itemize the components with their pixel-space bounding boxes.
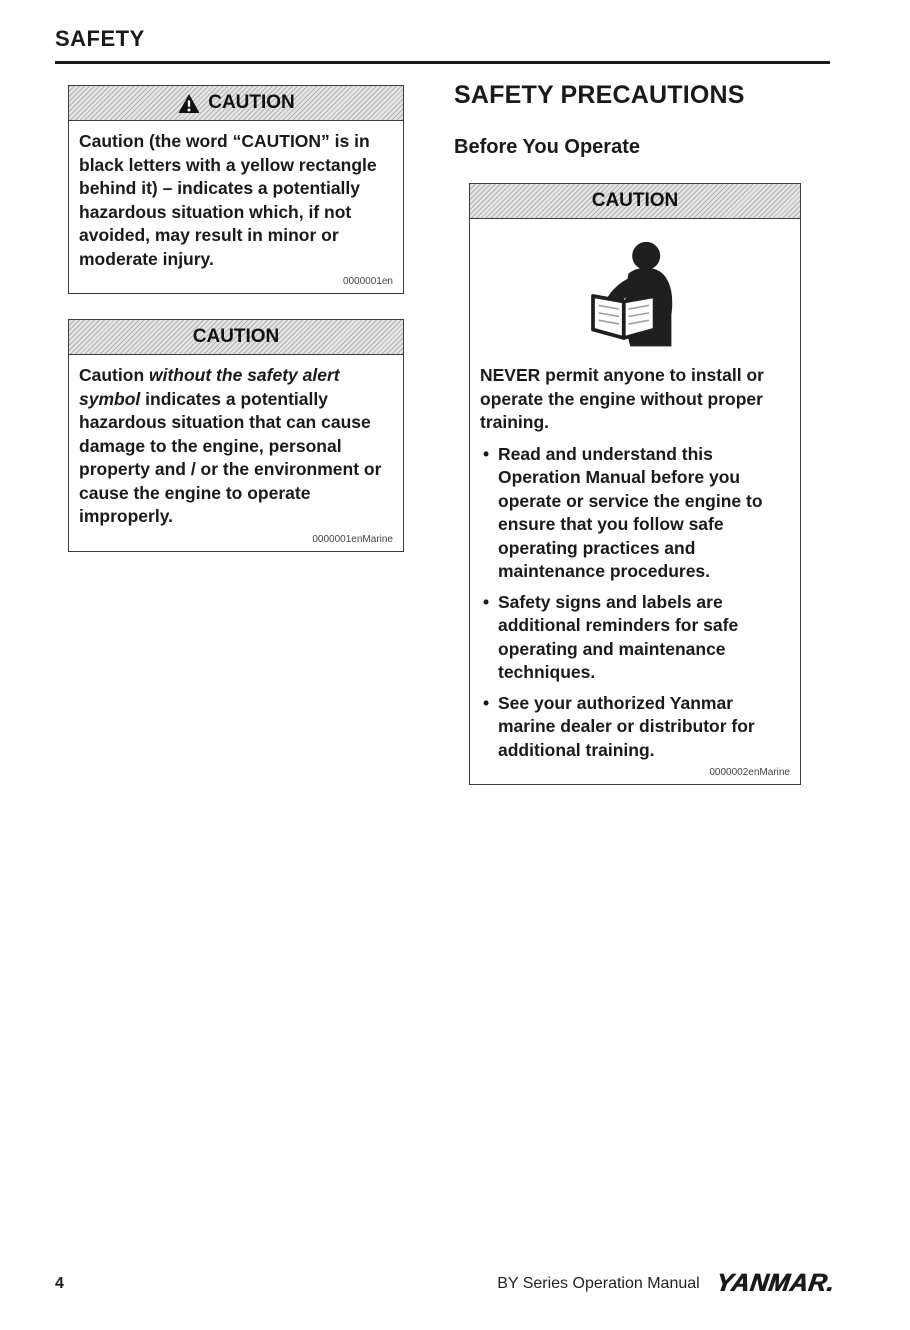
footer-right [497, 1269, 837, 1298]
caution-body [69, 355, 403, 551]
reference-code: 0000002enMarine [709, 767, 790, 778]
caution-header [69, 86, 403, 121]
right-column [454, 81, 804, 785]
caution-box-no-symbol [68, 319, 404, 552]
yanmar-logo: YANMAR. [713, 1269, 837, 1297]
manual-title: BY Series Operation Manual [497, 1274, 700, 1292]
caution-header-label: CAUTION [591, 190, 679, 211]
warning-triangle-icon [177, 93, 201, 114]
page-number: 4 [55, 1274, 64, 1292]
person-reading-manual-icon [480, 240, 790, 352]
caution-bullet-list [480, 443, 790, 763]
caution-header-label: CAUTION [192, 326, 280, 347]
caution-header [69, 320, 403, 355]
caution-body [470, 219, 800, 784]
header-rule [55, 61, 830, 64]
bullet-item: • Safety signs and labels are additional reminders for safe operating and maintenance techniques. [480, 591, 790, 685]
caution-text-suffix: indicates a potentially hazardous situation that can cause damage to the engine, personal property and / or the environment or cause the engine to operate improperly. [79, 388, 382, 526]
left-column [55, 85, 404, 785]
page-footer [55, 1269, 837, 1298]
two-column-layout [55, 81, 855, 785]
bullet-item: • Read and understand this Operation Manual before you operate or service the engine to ensure that you follow safe operating practices and maintenance procedures. [480, 443, 790, 584]
caution-text [79, 364, 393, 529]
reference-code: 0000001en [342, 276, 393, 287]
caution-text: Caution (the word “CAUTION” is in black letters with a yellow rectangle behind it) – indicates a potentially hazardous situation which, if not avoided, may result in minor or moderate injury. [79, 131, 377, 269]
caution-body [69, 121, 403, 293]
caution-header [470, 184, 800, 219]
caution-box-before-operate [469, 183, 801, 785]
bullet-item: • See your authorized Yanmar marine dealer or distributor for additional training. [480, 692, 790, 763]
caution-text-prefix: Caution [79, 365, 149, 385]
chapter-title: SAFETY [55, 26, 145, 51]
reference-code: 0000001enMarine [312, 533, 393, 545]
caution-header-label: CAUTION [208, 92, 295, 113]
caution-text-italic: without the safety alert symbol [79, 365, 340, 409]
page-header [55, 26, 855, 64]
section-title: SAFETY PRECAUTIONS [454, 81, 745, 109]
caution-box-alert-symbol [68, 85, 404, 294]
subsection-title: Before You Operate [454, 136, 640, 158]
caution-intro-text: NEVER permit anyone to install or operate the engine without proper training. [480, 365, 764, 432]
